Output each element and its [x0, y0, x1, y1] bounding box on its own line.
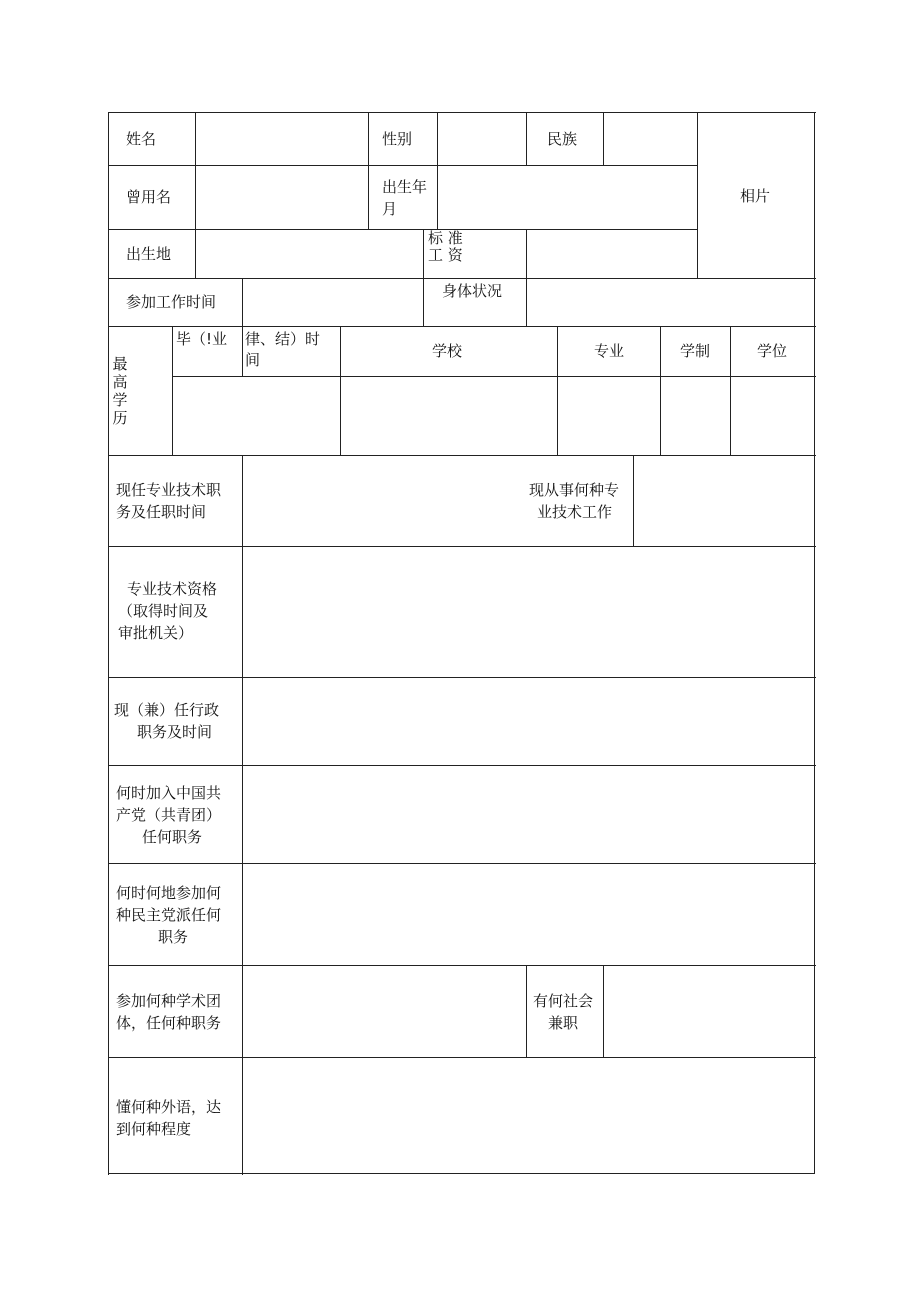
admin-post-label-line1: 现（兼）任行政 — [114, 701, 220, 719]
standard-wage-label-line1: 标 准 — [428, 229, 463, 247]
social-post-field[interactable] — [603, 965, 816, 1058]
current-title-label-line2: 务及任职时间 — [116, 503, 207, 521]
photo-label: 相片 — [740, 187, 771, 205]
degree-label: 学位 — [757, 342, 788, 360]
standard-wage-label-line2: 工 资 — [428, 246, 463, 264]
current-work-field[interactable] — [633, 455, 816, 547]
graduation-time-field[interactable] — [172, 376, 341, 456]
party-field[interactable] — [242, 765, 816, 864]
current-work-label-line2: 业技术工作 — [537, 503, 613, 521]
qualification-field[interactable] — [242, 546, 816, 678]
former-name-label: 曾用名 — [126, 188, 172, 206]
name-label: 姓名 — [126, 130, 157, 148]
language-label-line1: 懂何种外语，达 — [116, 1098, 222, 1116]
birth-field[interactable] — [437, 165, 698, 230]
birthplace-label: 出生地 — [126, 245, 172, 263]
language-label-line2: 到何种程度 — [116, 1120, 192, 1138]
standard-wage-field[interactable] — [526, 229, 698, 279]
language-field[interactable] — [242, 1057, 816, 1175]
degree-field[interactable] — [730, 376, 816, 456]
graduation-time-label-a: 毕（!业 — [176, 330, 228, 348]
graduation-time-label-b1: 律、结）时 — [245, 330, 321, 348]
work-start-field[interactable] — [242, 278, 424, 327]
work-start-label: 参加工作时间 — [126, 293, 217, 311]
school-label: 学校 — [432, 342, 463, 360]
graduation-time-label-b2: 间 — [245, 351, 261, 369]
gender-label: 性别 — [382, 130, 413, 148]
birth-label-line2: 月 — [382, 200, 398, 218]
current-title-label-line1: 现任专业技术职 — [116, 481, 222, 499]
democratic-party-label-line2: 种民主党派任何 — [116, 906, 222, 924]
academic-group-label-line1: 参加何种学术团 — [116, 992, 222, 1010]
academic-group-label-line2: 体，任何种职务 — [116, 1014, 222, 1032]
school-field[interactable] — [340, 376, 558, 456]
qualification-label-line1: 专业技术资格 — [127, 580, 218, 598]
ethnicity-label: 民族 — [547, 130, 578, 148]
qualification-label-line2: （取得时间及 — [118, 602, 209, 620]
duration-field[interactable] — [660, 376, 731, 456]
admin-post-label-line2: 职务及时间 — [137, 723, 213, 741]
admin-post-field[interactable] — [242, 677, 816, 766]
gender-field[interactable] — [437, 112, 527, 166]
health-label: 身体状况 — [442, 282, 503, 300]
health-field[interactable] — [526, 278, 816, 327]
birth-label-line1: 出生年 — [382, 178, 428, 196]
duration-label: 学制 — [680, 342, 711, 360]
social-post-label-line2: 兼职 — [548, 1014, 579, 1032]
ethnicity-field[interactable] — [603, 112, 698, 166]
academic-group-field[interactable] — [242, 965, 527, 1058]
birthplace-field[interactable] — [195, 229, 424, 279]
highest-edu-label: 最高学历 — [112, 355, 128, 427]
democratic-party-label-line3: 职务 — [158, 928, 189, 946]
party-label-line3: 任何职务 — [142, 828, 203, 846]
major-label: 专业 — [594, 342, 625, 360]
democratic-party-label-line1: 何时何地参加何 — [116, 884, 222, 902]
social-post-label-line1: 有何社会 — [533, 992, 594, 1010]
major-field[interactable] — [557, 376, 661, 456]
qualification-label-line3: 审批机关） — [118, 624, 194, 642]
name-field[interactable] — [195, 112, 369, 166]
current-work-label-line1: 现从事何种专 — [529, 481, 620, 499]
former-name-field[interactable] — [195, 165, 369, 230]
democratic-party-field[interactable] — [242, 863, 816, 966]
party-label-line2: 产党（共青团） — [116, 806, 222, 824]
party-label-line1: 何时加入中国共 — [116, 784, 222, 802]
